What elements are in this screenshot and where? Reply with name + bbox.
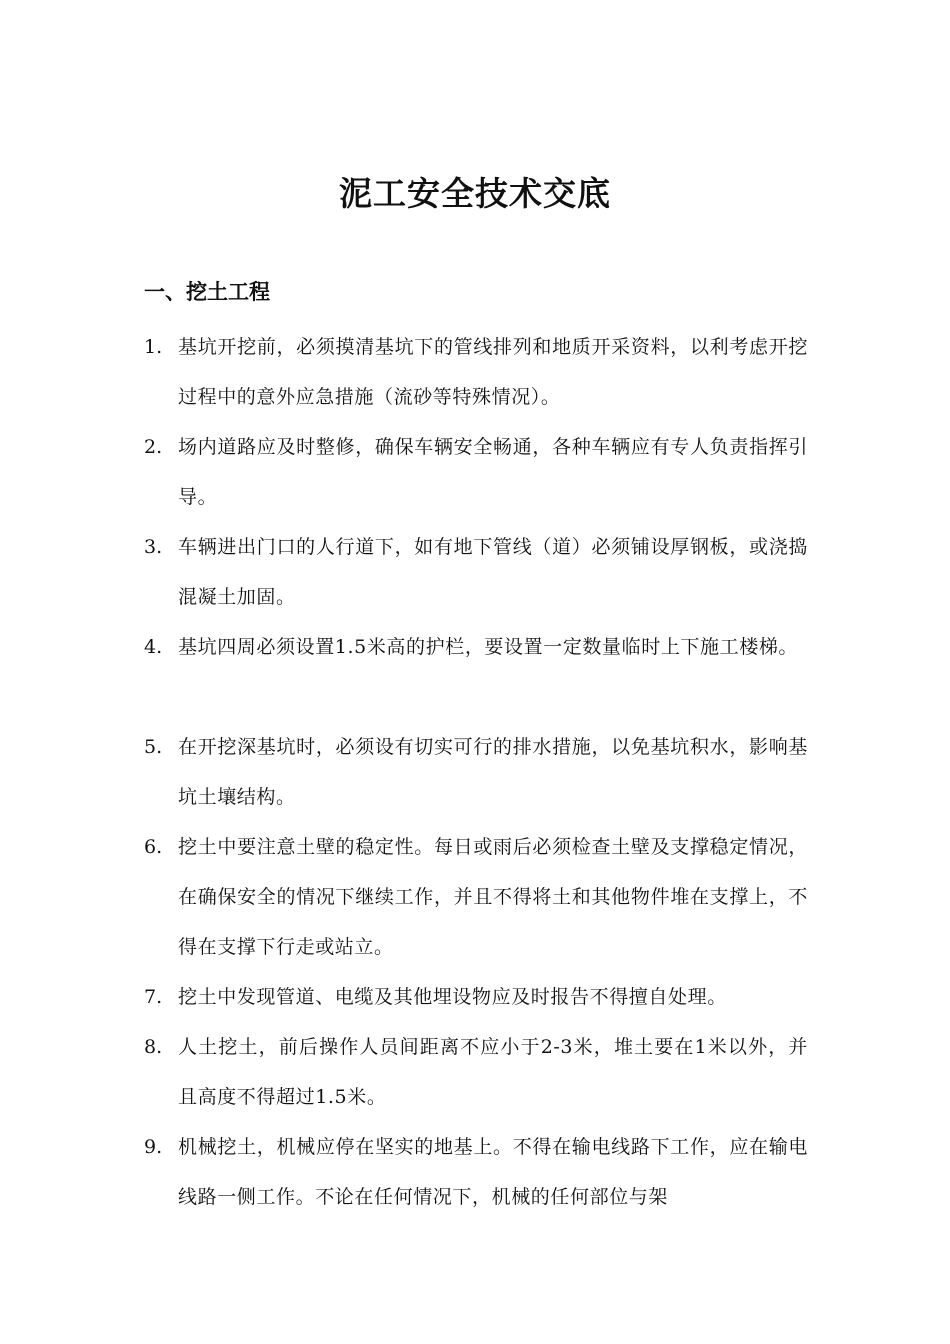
list-item: [0, 972, 950, 1022]
item-text: 在开挖深基坑时，必须设有切实可行的排水措施，以免基坑积水，影响基坑土壤结构。: [178, 736, 808, 808]
item-number: 2.: [144, 436, 163, 458]
section-heading: 一、挖土工程: [144, 279, 270, 304]
item-number: 7.: [144, 986, 163, 1008]
list-item: [0, 522, 950, 622]
item-text: 机械挖土，机械应停在坚实的地基上。不得在输电线路下工作，应在输电线路一侧工作。不论在任何情况下，机械的任何部位与架: [178, 1136, 808, 1208]
item-text: 车辆进出门口的人行道下，如有地下管线（道）必须铺设厚钢板，或浇捣混凝土加固。: [178, 536, 808, 608]
list-item: [0, 1022, 950, 1122]
item-number: 8.: [144, 1036, 163, 1058]
list-item: [0, 322, 950, 422]
item-text: 基坑开挖前，必须摸清基坑下的管线排列和地质开采资料，以利考虑开挖过程中的意外应急措施（流砂等特殊情况）。: [178, 336, 808, 408]
item-number: 9.: [144, 1136, 163, 1158]
item-number: 4.: [144, 636, 163, 658]
safety-rules-list: [0, 322, 950, 1222]
item-number: 5.: [144, 736, 163, 758]
item-text: 场内道路应及时整修，确保车辆安全畅通，各种车辆应有专人负责指挥引导。: [178, 436, 808, 508]
list-item: [0, 622, 950, 722]
item-number: 3.: [144, 536, 163, 558]
item-number: 1.: [144, 336, 163, 358]
item-text: 挖土中要注意土壁的稳定性。每日或雨后必须检查土壁及支撑稳定情况，在确保安全的情况下继续工作，并且不得将土和其他物件堆在支撑上，不得在支撑下行走或站立。: [178, 836, 808, 958]
item-text: 人土挖土，前后操作人员间距离不应小于2-3米，堆土要在1米以外，并且高度不得超过1.5米。: [178, 1036, 808, 1108]
document-title: 泥工安全技术交底: [339, 174, 611, 213]
item-text: 基坑四周必须设置1.5米高的护栏，要设置一定数量临时上下施工楼梯。: [178, 636, 799, 658]
list-item: [0, 422, 950, 522]
item-number: 6.: [144, 836, 163, 858]
list-item: [0, 722, 950, 822]
list-item: [0, 1122, 950, 1222]
item-text: 挖土中发现管道、电缆及其他埋设物应及时报告不得擅自处理。: [178, 986, 727, 1008]
list-item: [0, 822, 950, 972]
